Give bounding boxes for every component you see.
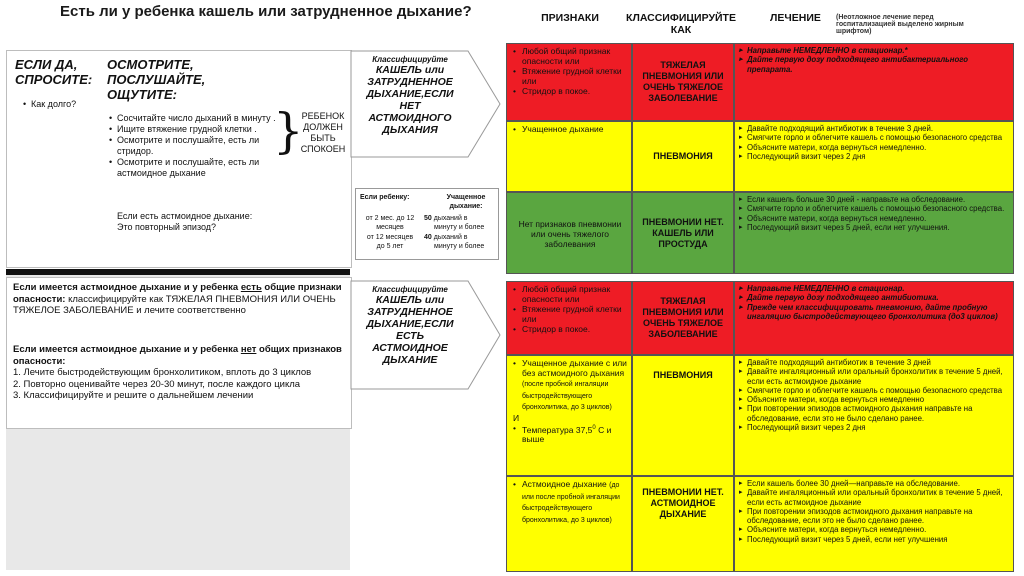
- ask-title-line1: ЕСЛИ ДА,: [15, 57, 78, 72]
- rate-value-line: дыханий в: [433, 215, 468, 222]
- look-item: • Осмотрите и послушайте, есть ли стридор.: [109, 135, 279, 157]
- bottom-row1-treatment: [734, 281, 1014, 355]
- sign-item: • Втяжение грудной клетки или: [513, 304, 627, 324]
- rate-value-line: дыханий в: [433, 234, 468, 241]
- wheeze-step: 2. Повторно оценивайте через 20-30 минут, после каждого цикла: [13, 378, 301, 390]
- bottom-row1-class: ТЯЖЕЛАЯ ПНЕВМОНИЯ ИЛИ ОЧЕНЬ ТЯЖЕЛОЕ ЗАБОЛЕВАНИЕ: [632, 281, 734, 355]
- treatment-item: ▸ При повторении эпизодов астмоидного дыхания направьте на обследование, если это не было сделано ранее.: [739, 404, 1009, 423]
- treatment-item: ▸ Давайте ингаляционный или оральный бронхолитик в течение 5 дней, если есть астмоидное дыхание: [739, 367, 1009, 386]
- sign-item: • Стридор в покое.: [513, 86, 627, 96]
- arrow-line: ДЫХАНИЕ: [382, 354, 438, 366]
- wheeze-text: Если имеется астмоидное дыхание и у ребенка: [13, 344, 241, 355]
- header-treatment-note: [836, 14, 986, 35]
- sign-item: • Любой общий признак опасности или: [513, 284, 627, 304]
- calm-line: БЫТЬ: [310, 133, 336, 143]
- treatment-item: ▸ Давайте подходящий антибиотик в течение 3 дней: [739, 358, 1009, 367]
- header-treatment: ЛЕЧЕНИЕ: [770, 12, 821, 24]
- look-title: [107, 57, 205, 102]
- arrow-line: АСТМОИДНОГО: [368, 112, 452, 124]
- wheeze-text: общих признаков опасности:: [13, 344, 342, 367]
- arrow-line: ЗАТРУДНЕННОЕ: [367, 306, 453, 318]
- bottom-row3-treatment: [734, 476, 1014, 572]
- rate-age-line: до 5 лет: [376, 242, 404, 250]
- top-row1-signs: [506, 43, 632, 121]
- rate-age-line: от 12 месяцев: [366, 234, 414, 241]
- treatment-item: ▸ Объясните матери, когда вернуться немедленно.: [739, 143, 1009, 152]
- treatment-item: ▸ При повторении эпизодов астмоидного дыхания направьте на обследование, если это не было сделано ранее.: [739, 507, 1009, 526]
- top-row3-treatment: [734, 192, 1014, 274]
- look-title-line3: ОЩУТИТЕ:: [107, 87, 178, 102]
- arrow-label: Классифицируйте: [372, 55, 448, 64]
- header-note-line2: госпитализацией выделено жирным шрифтом): [836, 21, 964, 35]
- wheeze-text: классифицируйте как ТЯЖЕЛАЯ ПНЕВМОНИЯ ИЛИ ОЧЕНЬ ТЯЖЕЛОЕ ЗАБОЛЕВАНИЕ и лечите соответственно: [13, 293, 336, 316]
- bottom-row3-signs: [506, 476, 632, 572]
- bottom-row2-class: ПНЕВМОНИЯ: [632, 355, 734, 476]
- treatment-item: ▸ Последующий визит через 2 дня: [739, 152, 1009, 161]
- wheeze-text: Если имеется астмоидное дыхание и у ребенка: [13, 282, 241, 293]
- treatment-item: ▸ Последующий визит через 5 дней, если нет улучшения: [739, 535, 1009, 544]
- arrow-line: ЕСТЬ: [395, 330, 425, 342]
- header-signs: ПРИЗНАКИ: [541, 12, 599, 24]
- rate-value-line: минуту и более: [434, 223, 485, 231]
- page-title: Есть ли у ребенка кашель или затрудненное дыхание?: [60, 3, 472, 20]
- treatment-item: ▸ Давайте ингаляционный или оральный бронхолитик в течение 5 дней, если есть астмоидное дыхание: [739, 488, 1009, 507]
- arrow-line: КАШЕЛЬ или: [375, 294, 445, 306]
- rate-row2-age: [360, 234, 420, 251]
- top-row3-class: ПНЕВМОНИИ НЕТ. КАШЕЛЬ ИЛИ ПРОСТУДА: [632, 192, 734, 274]
- treatment-item: ▸ Смягчите горло и облегчите кашель с помощью безопасного средства: [739, 133, 1009, 142]
- sign-main: Астмоидное дыхание: [522, 479, 607, 489]
- arrow-line: ДЫХАНИЯ: [382, 124, 438, 136]
- treatment-item: ▸ Последующий визит через 5 дней, если нет улучшения.: [739, 223, 1009, 232]
- top-row1-treatment: [734, 43, 1014, 121]
- header-classify-line2: КАК: [670, 24, 692, 36]
- arrow-line: ДЫХАНИЕ,ЕСЛИ: [366, 88, 454, 100]
- sign-item: • Стридор в покое.: [513, 324, 627, 334]
- sign-temp: С и выше: [522, 424, 612, 445]
- treatment-item: ▸ Объясните матери, когда вернуться немедленно.: [739, 214, 1009, 223]
- look-item: • Сосчитайте число дыханий в минуту .: [109, 113, 279, 124]
- sign-item: [513, 423, 627, 445]
- treatment-item: ▸ Если кашель более 30 дней—направьте на обследование.: [739, 479, 1009, 488]
- rate-col2-head: [436, 194, 496, 211]
- wheeze-para-1: [13, 282, 345, 317]
- arrow-line: АСТМОИДНОЕ: [372, 342, 448, 354]
- brace-icon: }: [273, 103, 304, 159]
- look-extra-line1: Если есть астмоидное дыхание:: [117, 211, 253, 221]
- treatment-item: ▸ Дайте первую дозу подходящего антибактериального препарата.: [739, 55, 1009, 74]
- look-extra: [117, 211, 267, 233]
- treatment-item: ▸ Направьте НЕМЕДЛЕННО в стационар.: [739, 284, 1009, 293]
- sign-item: • Втяжение грудной клетки или: [513, 66, 627, 86]
- sign-item: • Любой общий признак опасности или: [513, 46, 627, 66]
- top-row3-signs: Нет признаков пневмонии или очень тяжелого заболевания: [506, 192, 632, 274]
- header-note-line1: (Неотложное лечение перед: [836, 14, 934, 21]
- treatment-item: ▸ Направьте НЕМЕДЛЕННО в стационар.*: [739, 46, 1009, 55]
- ask-item: • Как долго?: [23, 99, 76, 110]
- sign-item: [513, 479, 627, 525]
- look-title-line1: ОСМОТРИТЕ,: [107, 57, 194, 72]
- rate-age-line: месяцев: [376, 223, 404, 231]
- rate-row1-value: [424, 215, 496, 232]
- look-item: • Ищите втяжение грудной клетки .: [109, 124, 279, 135]
- rate-age-line: от 2 мес. до 12: [365, 215, 415, 222]
- bottom-row2-treatment: [734, 355, 1014, 476]
- rate-row2-value: [424, 234, 496, 251]
- treatment-item: ▸ Прежде чем классифицировать пневмонию, дайте пробную ингаляцию быстродействующего бронхолитика (до3 циклов): [739, 303, 1009, 322]
- top-row2-treatment: [734, 121, 1014, 192]
- ask-look-panel: [6, 50, 352, 268]
- treatment-item: ▸ Смягчите горло и облегчите кашель с помощью безопасного средства: [739, 386, 1009, 395]
- arrow-label: Классифицируйте: [372, 285, 448, 294]
- divider-bar: [6, 269, 350, 275]
- wheeze-underlined: есть: [240, 282, 262, 293]
- top-row1-class: ТЯЖЕЛАЯ ПНЕВМОНИЯ ИЛИ ОЧЕНЬ ТЯЖЕЛОЕ ЗАБОЛЕВАНИЕ: [632, 43, 734, 121]
- rate-col2-head-line: Учащенное: [446, 194, 486, 201]
- sign-small: (после пробной ингаляции быстродействующего бронхолитика, до 3 циклов): [522, 381, 612, 411]
- look-list: [99, 113, 279, 179]
- rate-number: 50: [424, 215, 432, 222]
- rate-number: 40: [424, 234, 432, 241]
- sign-temp: Температура 37,5: [522, 424, 593, 435]
- arrow-line: ДЫХАНИЕ,ЕСЛИ: [366, 318, 454, 330]
- calm-note: [297, 111, 349, 155]
- arrow-text-bottom: [352, 285, 468, 366]
- sign-temp-sup: 0: [592, 424, 596, 431]
- header-classify: [618, 12, 744, 36]
- rate-col2-head-line: дыхание:: [449, 202, 483, 210]
- rate-row1-age: [360, 215, 420, 232]
- wheeze-para-2: [13, 344, 345, 402]
- treatment-item: ▸ Объясните матери, когда вернуться немедленно.: [739, 525, 1009, 534]
- breathing-rate-table: [355, 188, 499, 260]
- rate-col1-head: Если ребенку:: [360, 194, 410, 201]
- sign-small: (до или после пробной ингаляции быстродействующего бронхолитика, до 3 циклов): [522, 482, 620, 524]
- rate-value-line: минуту и более: [434, 242, 485, 250]
- arrow-text-top: [352, 55, 468, 136]
- wheeze-step: 1. Лечите быстродействующим бронхолитиком, вплоть до 3 циклов: [13, 367, 312, 378]
- calm-line: СПОКОЕН: [300, 144, 346, 154]
- treatment-item: ▸ Дайте первую дозу подходящего антибиотика.: [739, 293, 1009, 302]
- arrow-line: КАШЕЛЬ или: [375, 64, 445, 76]
- bottom-row3-class: ПНЕВМОНИИ НЕТ. АСТМОИДНОЕ ДЫХАНИЕ: [632, 476, 734, 572]
- ask-list: [13, 99, 76, 110]
- ask-title: [15, 57, 92, 87]
- ask-title-line2: СПРОСИТЕ:: [15, 72, 93, 87]
- wheeze-text: общие признаки опасности:: [13, 282, 342, 305]
- calm-line: ДОЛЖЕН: [303, 122, 343, 132]
- look-extra-line2: Это повторный эпизод?: [117, 222, 217, 232]
- wheeze-step: 3. Классифицируйте и решите о дальнейшем лечении: [13, 390, 254, 401]
- sign-main: Учащенное дыхание с или без астмоидного дыхания: [522, 358, 627, 378]
- sign-item: • Учащенное дыхание: [513, 124, 627, 134]
- treatment-item: ▸ Смягчите горло и облегчите кашель с помощью безопасного средства.: [739, 204, 1009, 213]
- treatment-item: ▸ Давайте подходящий антибиотик в течение 3 дней.: [739, 124, 1009, 133]
- treatment-item: ▸ Если кашель больше 30 дней - направьте на обследование.: [739, 195, 1009, 204]
- sign-and: И: [513, 412, 520, 423]
- treatment-item: ▸ Последующий визит через 2 дня: [739, 423, 1009, 432]
- bottom-row2-signs: [506, 355, 632, 476]
- arrow-line: ЗАТРУДНЕННОЕ: [367, 76, 453, 88]
- calm-line: РЕБЕНОК: [301, 111, 345, 121]
- sign-item: [513, 358, 627, 413]
- bottom-row1-signs: [506, 281, 632, 355]
- look-title-line2: ПОСЛУШАЙТЕ,: [107, 72, 206, 87]
- treatment-item: ▸ Объясните матери, когда вернуться немедленно: [739, 395, 1009, 404]
- top-row2-signs: [506, 121, 632, 192]
- header-classify-line1: КЛАССИФИЦИРУЙТЕ: [626, 12, 736, 24]
- wheeze-panel: [6, 277, 352, 429]
- wheeze-underlined: нет: [240, 344, 257, 355]
- look-item: • Осмотрите и послушайте, есть ли астмоидное дыхание: [109, 157, 279, 179]
- arrow-line: НЕТ: [399, 100, 421, 112]
- top-row2-class: ПНЕВМОНИЯ: [632, 121, 734, 192]
